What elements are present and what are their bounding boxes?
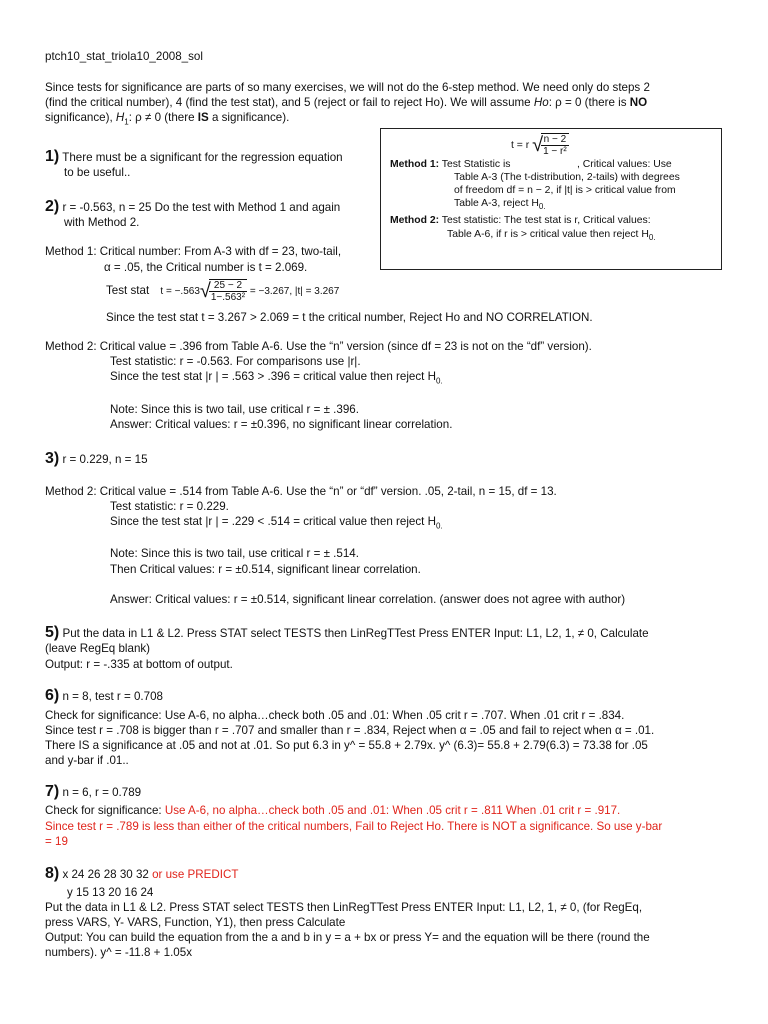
method2-line-1: Method 2: Test statistic: The test stat is r, Critical values:	[390, 215, 651, 226]
problem-6: 6) n = 8, test r = 0.708	[45, 687, 164, 704]
problem-7-line-2: Check for significance: Use A-6, no alpha…check both .05 and .01: When .05 crit r = .811 When .01 crit r = .917.	[45, 804, 621, 817]
problem-6-line-3: Since test r = .708 is bigger than r = .707 and smaller than r = .834, Reject when α = .05 and fail to reject when α = .01.	[45, 724, 655, 737]
method1-line-2: Table A-3 (The t-distribution, 2-tails) with degrees	[454, 172, 680, 183]
p3-note: Note: Since this is two tail, use critical r = ± .514.	[110, 547, 359, 560]
problem-5: 5) Put the data in L1 & L2. Press STAT select TESTS then LinRegTTest Press ENTER Input: L1, L2, 1, ≠ 0, Calculate	[45, 624, 649, 641]
problem-8: 8) x 24 26 28 30 32 or use PREDICT	[45, 865, 239, 882]
method1-line-1b: , Critical values: Use	[577, 159, 672, 170]
problem-7-line-3: Since test r = .789 is less than either of the critical numbers, Fail to Reject Ho. There is NOT a significance. So use y-bar	[45, 820, 663, 833]
problem-1-line-2: to be useful..	[64, 166, 131, 179]
intro-line-3: significance), $H_1$: ρ ≠ 0 (there IS a significance).	[45, 111, 290, 127]
p2-method1-conclusion: Since the test stat t = 3.267 > 2.069 = t the critical number, Reject Ho and NO CORRELATION.	[106, 311, 593, 324]
problem-2-line-2: with Method 2.	[64, 216, 140, 229]
problem-5-output: Output: r = -.335 at bottom of output.	[45, 658, 233, 671]
problem-6-line-5: and y-bar if .01..	[45, 754, 129, 767]
p2-method2-line-1: Method 2: Critical value = .396 from Table A-6. Use the “n” version (since df = 23 is not on the “df” version).	[45, 340, 592, 353]
intro-line-2: (find the critical number), 4 (find the test stat), and 5 (reject or fail to reject Ho). We will assume Ho: ρ = 0 (there is NO	[45, 96, 648, 109]
method2-line-2: Table A-6, if r is > critical value then reject $H_{0.}$	[447, 229, 656, 243]
p2-method2-line-2: Test statistic: r = -0.563. For comparisons use |r|.	[110, 355, 361, 368]
p3-method2-line-1: Method 2: Critical value = .514 from Table A-6. Use the “n” or “df” version. .05, 2-tail, n = 15, df = 13.	[45, 485, 557, 498]
p2-method2-line-3: Since the test stat |r | = .563 > .396 = critical value then reject $H_{0.}$	[110, 370, 443, 386]
p2-method1-line-1: Method 1: Critical number: From A-3 with df = 23, two-tail,	[45, 245, 342, 258]
problem-8-y-row: y 15 13 20 16 24	[67, 886, 154, 899]
method1-line-1: Method 1: Test Statistic is	[390, 159, 511, 170]
p3-critical-values: Then Critical values: r = ±0.514, significant linear correlation.	[110, 563, 421, 576]
problem-6-line-2: Check for significance: Use A-6, no alpha…check both .05 and .01: When .05 crit r = .707. When .01 crit r = .834.	[45, 709, 625, 722]
method1-line-3: of freedom df = n − 2, if |t| is > critical value from	[454, 185, 676, 196]
method1-line-4: Table A-3, reject $H_{0.}$	[454, 198, 546, 212]
p3-method2-line-2: Test statistic: r = 0.229.	[110, 500, 229, 513]
problem-3: 3) r = 0.229, n = 15	[45, 450, 148, 467]
document-filename: ptch10_stat_triola10_2008_sol	[45, 50, 203, 63]
problem-8-line-1: Put the data in L1 & L2. Press STAT select TESTS then LinRegTTest Press ENTER Input: L1, L2, 1, ≠ 0, (for RegEq,	[45, 901, 643, 914]
method-summary-box	[380, 128, 722, 270]
problem-7: 7) n = 6, r = 0.789	[45, 783, 142, 800]
problem-6-line-4: There IS a significance at .05 and not at .01. So put 6.3 in y^ = 55.8 + 2.79x. y^ (6.3)= 55.8 + 2.79(6.3) = 73.38 for .05	[45, 739, 648, 752]
intro-line-1: Since tests for significance are parts of so many exercises, we will not do the 6-step method. We need only do steps 2	[45, 81, 650, 94]
problem-7-line-4: = 19	[45, 835, 68, 848]
problem-8-line-2: press VARS, Y- VARS, Function, Y1), then press Calculate	[45, 916, 346, 929]
p2-test-stat: Test stat t = −.563√ $\frac{25 - 2}{\text{1−.563²}}$ = −3.267, |t| = 3.267	[106, 280, 340, 303]
p2-note: Note: Since this is two tail, use critical r = ± .396.	[110, 403, 359, 416]
p2-answer: Answer: Critical values: r = ±0.396, no significant linear correlation.	[110, 418, 453, 431]
problem-5-line-2: (leave RegEq blank)	[45, 642, 151, 655]
t-formula: t = r √ $\frac{n - 2}{\text{1 − r²}}$	[511, 134, 567, 157]
p2-method1-line-2: α = .05, the Critical number is t = 2.069.	[104, 261, 308, 274]
problem-8-line-4: numbers). y^ = -11.8 + 1.05x	[45, 946, 192, 959]
p3-answer: Answer: Critical values: r = ±0.514, significant linear correlation. (answer does not agree with author)	[110, 593, 626, 606]
problem-1: 1) There must be a significant for the regression equation	[45, 148, 343, 165]
problem-8-line-3: Output: You can build the equation from the a and b in y = a + bx or press Y= and the equation will be there (round the	[45, 931, 650, 944]
problem-2: 2) r = -0.563, n = 25 Do the test with Method 1 and again	[45, 198, 341, 215]
p3-method2-line-3: Since the test stat |r | = .229 < .514 = critical value then reject $H_{0.}$	[110, 515, 443, 531]
